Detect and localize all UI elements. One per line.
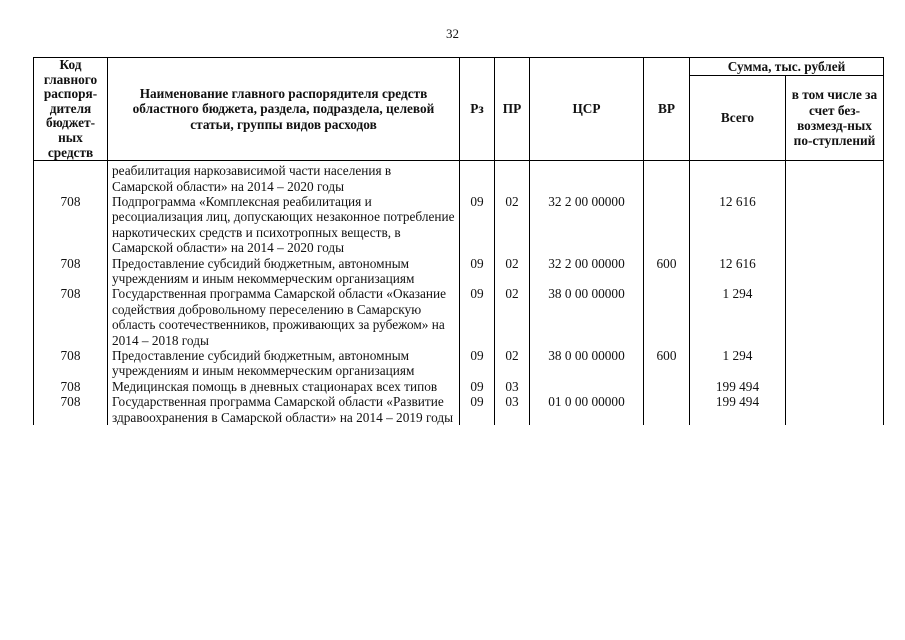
cell-code: 708	[34, 256, 108, 287]
header-csr: ЦСР	[530, 58, 644, 161]
cell-name: Предоставление субсидий бюджетным, автономным учреждениям и иным некоммерческим организациям	[108, 256, 460, 287]
header-name: Наименование главного распорядителя средств областного бюджета, раздела, подраздела, целевой статьи, группы видов расходов	[108, 58, 460, 161]
table-row	[34, 286, 884, 348]
cell-vr: 600	[644, 348, 690, 379]
cell-rz: 09	[460, 394, 495, 425]
cell-name: Государственная программа Самарской области «Развитие здравоохранения в Самарской области» на 2014 – 2019 годы	[108, 394, 460, 425]
page-number: 32	[446, 26, 459, 41]
cell-pr: 03	[495, 379, 530, 394]
cell-total: 12 616	[690, 256, 786, 287]
cell-incl	[786, 394, 884, 425]
cell-pr	[495, 161, 530, 194]
cell-code: 708	[34, 379, 108, 394]
header-incl: в том числе за счет без-возмезд-ных по-ступлений	[786, 76, 884, 161]
cell-incl	[786, 256, 884, 287]
cell-vr	[644, 379, 690, 394]
cell-incl	[786, 348, 884, 379]
cell-total: 1 294	[690, 286, 786, 348]
cell-code: 708	[34, 194, 108, 256]
cell-vr	[644, 194, 690, 256]
header-rz: Рз	[460, 58, 495, 161]
cell-code	[34, 161, 108, 194]
cell-name: Медицинская помощь в дневных стационарах всех типов	[108, 379, 460, 394]
cell-pr: 02	[495, 256, 530, 287]
cell-pr: 02	[495, 194, 530, 256]
cell-vr	[644, 394, 690, 425]
cell-csr: 32 2 00 00000	[530, 194, 644, 256]
table-row	[34, 394, 884, 425]
cell-vr: 600	[644, 256, 690, 287]
cell-total	[690, 161, 786, 194]
cell-pr: 03	[495, 394, 530, 425]
cell-incl	[786, 161, 884, 194]
header-pr: ПР	[495, 58, 530, 161]
cell-code: 708	[34, 394, 108, 425]
cell-rz: 09	[460, 194, 495, 256]
cell-csr	[530, 379, 644, 394]
header-total: Всего	[690, 76, 786, 161]
cell-vr	[644, 286, 690, 348]
table-header	[34, 58, 884, 161]
cell-total: 199 494	[690, 394, 786, 425]
cell-total: 1 294	[690, 348, 786, 379]
header-vr: ВР	[644, 58, 690, 161]
cell-name: Подпрограмма «Комплексная реабилитация и ресоциализация лиц, допускающих незаконное потребление наркотических средств и психотропных веществ, в Самарской области» на 2014 – 2020 годы	[108, 194, 460, 256]
cell-csr: 01 0 00 00000	[530, 394, 644, 425]
cell-rz: 09	[460, 348, 495, 379]
cell-rz	[460, 161, 495, 194]
cell-incl	[786, 286, 884, 348]
cell-rz: 09	[460, 379, 495, 394]
cell-csr: 38 0 00 00000	[530, 348, 644, 379]
cell-total: 12 616	[690, 194, 786, 256]
cell-name: Предоставление субсидий бюджетным, автономным учреждениям и иным некоммерческим организациям	[108, 348, 460, 379]
cell-code: 708	[34, 348, 108, 379]
header-sum: Сумма, тыс. рублей	[690, 58, 884, 76]
table-body	[34, 161, 884, 425]
cell-csr	[530, 161, 644, 194]
budget-table	[33, 57, 884, 425]
cell-code: 708	[34, 286, 108, 348]
cell-pr: 02	[495, 348, 530, 379]
cell-csr: 32 2 00 00000	[530, 256, 644, 287]
header-code: Код главного распоря-дителя бюджет-ных средств	[34, 58, 108, 161]
cell-name: Государственная программа Самарской области «Оказание содействия добровольному переселению в Самарскую область соотечественников, проживающих за рубежом» на 2014 – 2018 годы	[108, 286, 460, 348]
table-row	[34, 379, 884, 394]
cell-incl	[786, 194, 884, 256]
cell-vr	[644, 161, 690, 194]
table-row	[34, 194, 884, 256]
cell-rz: 09	[460, 256, 495, 287]
cell-total: 199 494	[690, 379, 786, 394]
table-row	[34, 256, 884, 287]
cell-name: реабилитация наркозависимой части населения в Самарской области» на 2014 – 2020 годы	[108, 161, 460, 194]
cell-csr: 38 0 00 00000	[530, 286, 644, 348]
cell-rz: 09	[460, 286, 495, 348]
cell-incl	[786, 379, 884, 394]
table-row	[34, 161, 884, 194]
cell-pr: 02	[495, 286, 530, 348]
table-row	[34, 348, 884, 379]
